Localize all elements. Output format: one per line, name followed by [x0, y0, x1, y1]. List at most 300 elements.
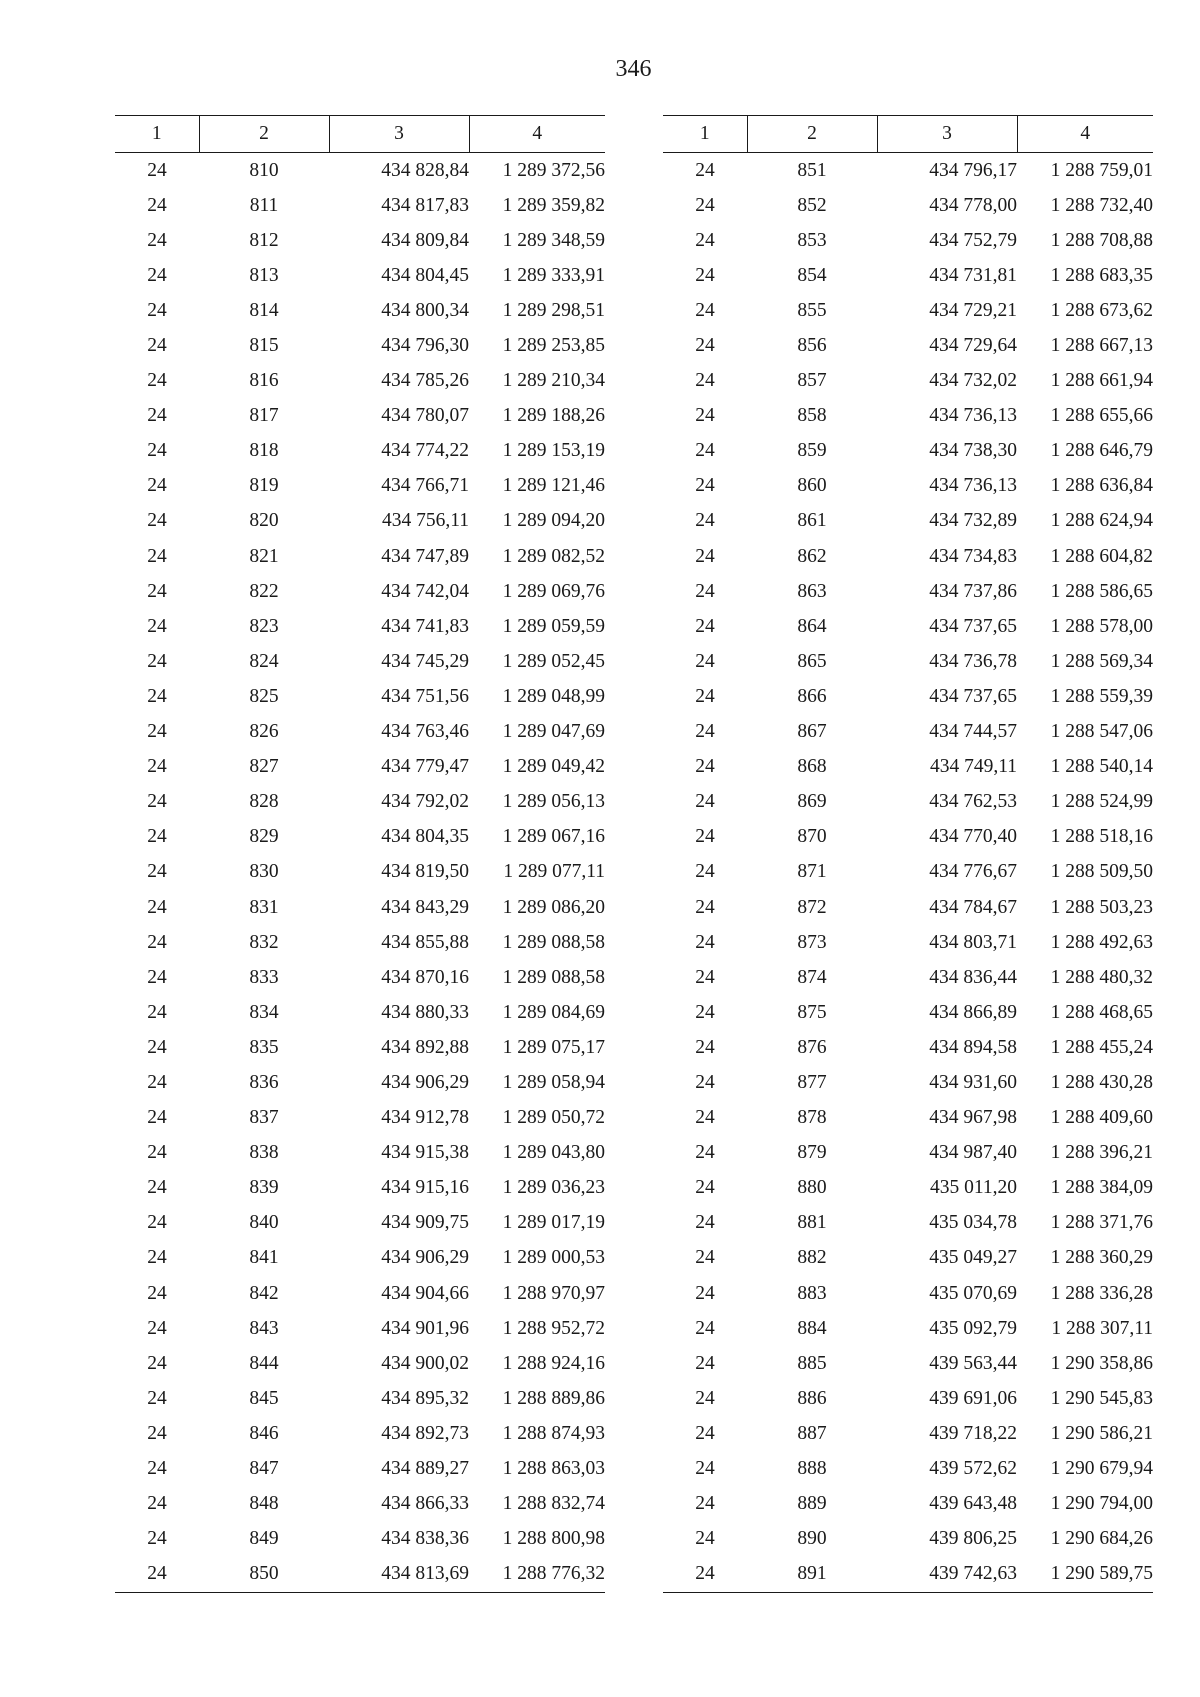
table-cell-col-1: 24 [147, 1528, 167, 1550]
table-cell-col-3: 439 563,44 [929, 1352, 1017, 1374]
table-cell-col-4: 1 289 188,26 [502, 405, 605, 427]
table-row [663, 1136, 1153, 1171]
table-row [663, 1241, 1153, 1276]
table-cell-col-2: 846 [249, 1422, 279, 1444]
table-cell-col-1: 24 [147, 1142, 167, 1164]
table-cell-col-1: 24 [695, 931, 715, 953]
table-row [115, 1522, 605, 1557]
table-cell-col-2: 825 [249, 685, 279, 707]
table-cell-col-4: 1 288 396,21 [1050, 1142, 1153, 1164]
table-cell-col-2: 838 [249, 1142, 279, 1164]
table-cell-col-4: 1 288 480,32 [1050, 966, 1153, 988]
table-cell-col-1: 24 [695, 966, 715, 988]
table-cell-col-4: 1 288 800,98 [502, 1528, 605, 1550]
table-cell-col-2: 856 [797, 335, 827, 357]
table-cell-col-1: 24 [695, 1387, 715, 1409]
table-cell-col-4: 1 289 049,42 [502, 756, 605, 778]
table-cell-col-3: 434 796,30 [381, 335, 469, 357]
table-row [663, 1557, 1153, 1593]
table-row [663, 715, 1153, 750]
table-cell-col-4: 1 288 307,11 [1051, 1317, 1153, 1339]
table-row [663, 1346, 1153, 1381]
table-cell-col-4: 1 288 559,39 [1050, 685, 1153, 707]
table-cell-col-2: 851 [797, 159, 827, 181]
table-row [115, 1557, 605, 1593]
table-cell-col-4: 1 288 455,24 [1050, 1036, 1153, 1058]
table-cell-col-3: 434 915,16 [381, 1177, 469, 1199]
table-cell-col-3: 434 747,89 [381, 545, 469, 567]
table-cell-col-1: 24 [695, 1493, 715, 1515]
table-cell-col-3: 434 729,21 [929, 299, 1017, 321]
table-cell-col-1: 24 [147, 335, 167, 357]
table-cell-col-4: 1 288 667,13 [1050, 335, 1153, 357]
table-cell-col-4: 1 288 503,23 [1050, 896, 1153, 918]
table-cell-col-1: 24 [695, 1282, 715, 1304]
table-cell-col-4: 1 289 088,58 [502, 966, 605, 988]
table-cell-col-1: 24 [695, 510, 715, 532]
table-cell-col-1: 24 [147, 650, 167, 672]
table-cell-col-2: 862 [797, 545, 827, 567]
table-row [115, 1311, 605, 1346]
table-cell-col-4: 1 289 153,19 [502, 440, 605, 462]
table-cell-col-3: 434 785,26 [381, 370, 469, 392]
table-row [663, 960, 1153, 995]
table-cell-col-1: 24 [147, 1247, 167, 1269]
table-cell-col-3: 434 967,98 [929, 1107, 1017, 1129]
table-cell-col-3: 434 736,78 [929, 650, 1017, 672]
table-cell-col-1: 24 [147, 721, 167, 743]
table-cell-col-4: 1 288 569,34 [1050, 650, 1153, 672]
table-cell-col-1: 24 [695, 229, 715, 251]
table-cell-col-1: 24 [695, 1422, 715, 1444]
table-row [115, 609, 605, 644]
table-cell-col-4: 1 288 655,66 [1050, 405, 1153, 427]
table-cell-col-2: 835 [249, 1036, 279, 1058]
table-cell-col-2: 865 [797, 650, 827, 672]
table-cell-col-2: 879 [797, 1142, 827, 1164]
header-col-2: 2 [199, 116, 329, 153]
table-cell-col-1: 24 [147, 861, 167, 883]
table-cell-col-1: 24 [695, 159, 715, 181]
table-cell-col-1: 24 [147, 1036, 167, 1058]
table-cell-col-2: 868 [797, 756, 827, 778]
table-cell-col-2: 818 [249, 440, 279, 462]
table-cell-col-3: 434 866,89 [929, 1001, 1017, 1023]
table-cell-col-1: 24 [147, 1177, 167, 1199]
table-cell-col-3: 434 889,27 [381, 1458, 469, 1480]
table-cell-col-3: 434 870,16 [381, 966, 469, 988]
table-cell-col-4: 1 288 732,40 [1050, 194, 1153, 216]
header-col-1: 1 [663, 116, 747, 153]
table-row [115, 1487, 605, 1522]
table-row [115, 434, 605, 469]
table-cell-col-1: 24 [695, 194, 715, 216]
table-cell-col-3: 434 737,65 [929, 685, 1017, 707]
table-cell-col-4: 1 289 084,69 [502, 1001, 605, 1023]
table-row [663, 469, 1153, 504]
table-cell-col-1: 24 [695, 1247, 715, 1269]
table-row [115, 469, 605, 504]
table-row [115, 785, 605, 820]
table-cell-col-3: 434 762,53 [929, 791, 1017, 813]
table-cell-col-1: 24 [695, 264, 715, 286]
table-cell-col-2: 864 [797, 615, 827, 637]
table-row [115, 1451, 605, 1486]
table-cell-col-1: 24 [695, 405, 715, 427]
table-cell-col-3: 434 732,02 [929, 370, 1017, 392]
table-cell-col-1: 24 [695, 440, 715, 462]
table-row [115, 1030, 605, 1065]
table-cell-col-3: 434 895,32 [381, 1387, 469, 1409]
table-cell-col-3: 434 906,29 [381, 1071, 469, 1093]
table-row [115, 750, 605, 785]
table-cell-col-3: 434 912,78 [381, 1107, 469, 1129]
table-cell-col-4: 1 288 518,16 [1050, 826, 1153, 848]
table-cell-col-3: 434 734,83 [929, 545, 1017, 567]
table-cell-col-1: 24 [695, 861, 715, 883]
table-cell-col-1: 24 [147, 931, 167, 953]
table-cell-col-4: 1 288 683,35 [1050, 264, 1153, 286]
table-row [115, 504, 605, 539]
table-cell-col-3: 434 894,58 [929, 1036, 1017, 1058]
table-cell-col-1: 24 [147, 405, 167, 427]
table-cell-col-4: 1 288 371,76 [1050, 1212, 1153, 1234]
table-row [663, 328, 1153, 363]
table-cell-col-4: 1 289 121,46 [502, 475, 605, 497]
table-row [115, 995, 605, 1030]
table-cell-col-2: 888 [797, 1458, 827, 1480]
table-cell-col-2: 833 [249, 966, 279, 988]
table-cell-col-1: 24 [147, 194, 167, 216]
table-cell-col-1: 24 [147, 1493, 167, 1515]
table-cell-col-1: 24 [147, 580, 167, 602]
table-cell-col-3: 439 572,62 [929, 1458, 1017, 1480]
table-row [115, 925, 605, 960]
table-cell-col-3: 434 779,47 [381, 756, 469, 778]
table-row [115, 820, 605, 855]
table-cell-col-2: 884 [797, 1317, 827, 1339]
table-row [663, 188, 1153, 223]
table-cell-col-2: 826 [249, 721, 279, 743]
table-cell-col-4: 1 289 298,51 [502, 299, 605, 321]
table-row [115, 1241, 605, 1276]
table-cell-col-4: 1 289 017,19 [502, 1212, 605, 1234]
table-row [663, 855, 1153, 890]
table-cell-col-4: 1 289 086,20 [502, 896, 605, 918]
table-cell-col-4: 1 288 646,79 [1050, 440, 1153, 462]
table-cell-col-1: 24 [147, 1387, 167, 1409]
table-cell-col-1: 24 [695, 580, 715, 602]
table-cell-col-3: 434 731,81 [929, 264, 1017, 286]
table-row [663, 995, 1153, 1030]
table-cell-col-1: 24 [147, 1458, 167, 1480]
table-cell-col-2: 859 [797, 440, 827, 462]
table-cell-col-2: 863 [797, 580, 827, 602]
table-cell-col-1: 24 [147, 966, 167, 988]
table-cell-col-4: 1 290 794,00 [1050, 1493, 1153, 1515]
table-cell-col-3: 434 751,56 [381, 685, 469, 707]
table-cell-col-4: 1 289 059,59 [502, 615, 605, 637]
table-cell-col-1: 24 [115, 1557, 199, 1593]
table-cell-col-2: 873 [797, 931, 827, 953]
table-cell-col-3: 434 987,40 [929, 1142, 1017, 1164]
table-cell-col-1: 24 [695, 1001, 715, 1023]
table-cell-col-1: 24 [147, 1282, 167, 1304]
table-cell-col-2: 828 [249, 791, 279, 813]
table-row [663, 679, 1153, 714]
table-row [663, 1381, 1153, 1416]
table-cell-col-2: 841 [249, 1247, 279, 1269]
table-cell-col-3: 439 806,25 [929, 1528, 1017, 1550]
table-cell-col-2: 840 [249, 1212, 279, 1234]
table-cell-col-1: 24 [695, 475, 715, 497]
table-row [115, 1136, 605, 1171]
table-cell-col-1: 24 [695, 1071, 715, 1093]
table-cell-col-4: 1 288 970,97 [502, 1282, 605, 1304]
table-cell-col-4: 1 290 545,83 [1050, 1387, 1153, 1409]
table-cell-col-4: 1 289 359,82 [502, 194, 605, 216]
table-cell-col-3: 435 034,78 [929, 1212, 1017, 1234]
table-row [663, 1276, 1153, 1311]
table-cell-col-3: 439 718,22 [929, 1422, 1017, 1444]
table-row [115, 1171, 605, 1206]
table-row [663, 1030, 1153, 1065]
table-cell-col-1: 24 [147, 440, 167, 462]
table-cell-col-4: 1 289 069,76 [502, 580, 605, 602]
table-cell-col-3: 434 906,29 [381, 1247, 469, 1269]
table-row [115, 574, 605, 609]
table-cell-col-4: 1 289 348,59 [502, 229, 605, 251]
table-cell-col-1: 24 [695, 1458, 715, 1480]
table-cell-col-2: 816 [249, 370, 279, 392]
table-cell-col-1: 24 [695, 896, 715, 918]
table-cell-col-4: 1 289 088,58 [502, 931, 605, 953]
table-cell-col-3: 434 904,66 [381, 1282, 469, 1304]
table-row [663, 1171, 1153, 1206]
page-number: 346 [615, 56, 652, 82]
table-cell-col-4: 1 289 333,91 [502, 264, 605, 286]
table-row [115, 1101, 605, 1136]
table-cell-col-4: 1 288 509,50 [1050, 861, 1153, 883]
table-cell-col-4: 1 289 047,69 [502, 721, 605, 743]
table-cell-col-1: 24 [147, 545, 167, 567]
table-cell-col-1: 24 [695, 1317, 715, 1339]
table-row [115, 1346, 605, 1381]
table-row [115, 1381, 605, 1416]
table-row [115, 1416, 605, 1451]
table-cell-col-3: 434 931,60 [929, 1071, 1017, 1093]
table-row [663, 153, 1153, 189]
table-row [663, 890, 1153, 925]
table-cell-col-4: 1 288 924,16 [502, 1352, 605, 1374]
table-cell-col-2: 876 [797, 1036, 827, 1058]
table-cell-col-1: 24 [147, 475, 167, 497]
table-cell-col-4: 1 288 673,62 [1050, 299, 1153, 321]
table-cell-col-3: 434 744,57 [929, 721, 1017, 743]
table-cell-col-4: 1 288 586,65 [1050, 580, 1153, 602]
table-cell-col-2: 830 [249, 861, 279, 883]
table-cell-col-2: 821 [249, 545, 279, 567]
table-row [663, 644, 1153, 679]
table-row [663, 539, 1153, 574]
table-cell-col-1: 24 [147, 264, 167, 286]
table-cell-col-3: 434 780,07 [381, 405, 469, 427]
table-cell-col-1: 24 [695, 299, 715, 321]
table-cell-col-4: 1 289 082,52 [502, 545, 605, 567]
table-cell-col-3: 434 838,36 [381, 1528, 469, 1550]
table-cell-col-4: 1 288 547,06 [1050, 721, 1153, 743]
table-cell-col-2: 829 [249, 826, 279, 848]
table-cell-col-3: 434 738,30 [929, 440, 1017, 462]
table-cell-col-2: 844 [249, 1352, 279, 1374]
coordinates-table-right [663, 115, 1153, 1593]
table-cell-col-2: 814 [249, 299, 279, 321]
table-cell-col-2: 812 [249, 229, 279, 251]
table-cell-col-4: 1 289 050,72 [502, 1107, 605, 1129]
table-cell-col-2: 875 [797, 1001, 827, 1023]
table-cell-col-2: 885 [797, 1352, 827, 1374]
table-cell-col-1: 24 [695, 650, 715, 672]
table-cell-col-3: 434 892,73 [381, 1422, 469, 1444]
table-cell-col-1: 24 [695, 721, 715, 743]
table-cell-col-2: 836 [249, 1071, 279, 1093]
table-cell-col-2: 877 [797, 1071, 827, 1093]
table-cell-col-4: 1 288 863,03 [502, 1458, 605, 1480]
table-cell-col-1: 24 [147, 1212, 167, 1234]
table-cell-col-2: 822 [249, 580, 279, 602]
table-row [663, 1487, 1153, 1522]
table-row [663, 399, 1153, 434]
header-col-3: 3 [329, 116, 469, 153]
table-cell-col-2: 810 [249, 159, 279, 181]
table-cell-col-3: 434 836,44 [929, 966, 1017, 988]
table-cell-col-4: 1 289 372,56 [502, 159, 605, 181]
table-cell-col-3: 434 915,38 [381, 1142, 469, 1164]
table-cell-col-3: 434 880,33 [381, 1001, 469, 1023]
header-col-2: 2 [747, 116, 877, 153]
table-cell-col-2: 837 [249, 1107, 279, 1129]
table-row [663, 574, 1153, 609]
table-cell-col-4: 1 289 094,20 [502, 510, 605, 532]
table-row [663, 785, 1153, 820]
table-cell-col-1: 24 [695, 1212, 715, 1234]
table-row [663, 609, 1153, 644]
table-cell-col-4: 1 288 832,74 [502, 1493, 605, 1515]
table-cell-col-2: 849 [249, 1528, 279, 1550]
table-cell-col-2: 854 [797, 264, 827, 286]
table-row [115, 890, 605, 925]
table-cell-col-3: 434 866,33 [381, 1493, 469, 1515]
table-cell-col-1: 24 [147, 1422, 167, 1444]
table-row [115, 960, 605, 995]
table-cell-col-3: 439 742,63 [877, 1557, 1017, 1593]
table-cell-col-3: 434 855,88 [381, 931, 469, 953]
table-cell-col-3: 434 901,96 [381, 1317, 469, 1339]
table-cell-col-3: 439 643,48 [929, 1493, 1017, 1515]
table-cell-col-2: 820 [249, 510, 279, 532]
table-cell-col-3: 434 736,13 [929, 475, 1017, 497]
table-cell-col-4: 1 288 578,00 [1050, 615, 1153, 637]
table-cell-col-2: 871 [797, 861, 827, 883]
table-cell-col-3: 434 729,64 [929, 335, 1017, 357]
table-cell-col-2: 867 [797, 721, 827, 743]
table-cell-col-4: 1 288 540,14 [1050, 756, 1153, 778]
table-row [115, 223, 605, 258]
table-cell-col-2: 882 [797, 1247, 827, 1269]
table-row [663, 1522, 1153, 1557]
table-cell-col-2: 855 [797, 299, 827, 321]
table-cell-col-4: 1 290 586,21 [1050, 1422, 1153, 1444]
table-cell-col-1: 24 [695, 826, 715, 848]
table-cell-col-2: 852 [797, 194, 827, 216]
table-row [663, 364, 1153, 399]
table-cell-col-1: 24 [695, 685, 715, 707]
table-cell-col-2: 831 [249, 896, 279, 918]
table-row [115, 679, 605, 714]
table-body [115, 153, 605, 1593]
table-cell-col-2: 848 [249, 1493, 279, 1515]
table-cell-col-1: 24 [147, 685, 167, 707]
table-cell-col-3: 434 892,88 [381, 1036, 469, 1058]
table-cell-col-4: 1 289 036,23 [502, 1177, 605, 1199]
table-cell-col-1: 24 [147, 826, 167, 848]
table-cell-col-4: 1 289 058,94 [502, 1071, 605, 1093]
table-cell-col-3: 435 070,69 [929, 1282, 1017, 1304]
table-cell-col-4: 1 288 409,60 [1050, 1107, 1153, 1129]
table-row [663, 293, 1153, 328]
table-row [115, 364, 605, 399]
table-row [663, 223, 1153, 258]
table-cell-col-2: 843 [249, 1317, 279, 1339]
table-cell-col-4: 1 288 889,86 [502, 1387, 605, 1409]
table-cell-col-3: 434 784,67 [929, 896, 1017, 918]
table-row [115, 715, 605, 750]
table-cell-col-4: 1 288 636,84 [1050, 475, 1153, 497]
table-cell-col-4: 1 290 684,26 [1050, 1528, 1153, 1550]
table-cell-col-2: 880 [797, 1177, 827, 1199]
table-cell-col-1: 24 [695, 1036, 715, 1058]
table-cell-col-3: 434 800,34 [381, 299, 469, 321]
table-row [115, 293, 605, 328]
table-cell-col-2: 860 [797, 475, 827, 497]
table-cell-col-3: 434 817,83 [381, 194, 469, 216]
table-cell-col-4: 1 288 430,28 [1050, 1071, 1153, 1093]
table-cell-col-2: 823 [249, 615, 279, 637]
table-cell-col-2: 861 [797, 510, 827, 532]
table-row [115, 1206, 605, 1241]
table-cell-col-1: 24 [147, 791, 167, 813]
table-cell-col-4: 1 288 952,72 [502, 1317, 605, 1339]
table-row [663, 1311, 1153, 1346]
table-cell-col-1: 24 [147, 615, 167, 637]
table-cell-col-1: 24 [695, 615, 715, 637]
table-row [115, 1276, 605, 1311]
table-cell-col-1: 24 [695, 1177, 715, 1199]
table-row [663, 820, 1153, 855]
coordinates-table-left [115, 115, 605, 1593]
table-row [115, 855, 605, 890]
table-row [663, 1065, 1153, 1100]
table-row [663, 925, 1153, 960]
table-cell-col-1: 24 [147, 1071, 167, 1093]
table-body [663, 153, 1153, 1593]
table-row [115, 1065, 605, 1100]
table-cell-col-1: 24 [695, 756, 715, 778]
table-cell-col-4: 1 288 874,93 [502, 1422, 605, 1444]
table-cell-col-2: 827 [249, 756, 279, 778]
table-cell-col-4: 1 290 358,86 [1050, 1352, 1153, 1374]
table-cell-col-2: 811 [249, 194, 279, 216]
